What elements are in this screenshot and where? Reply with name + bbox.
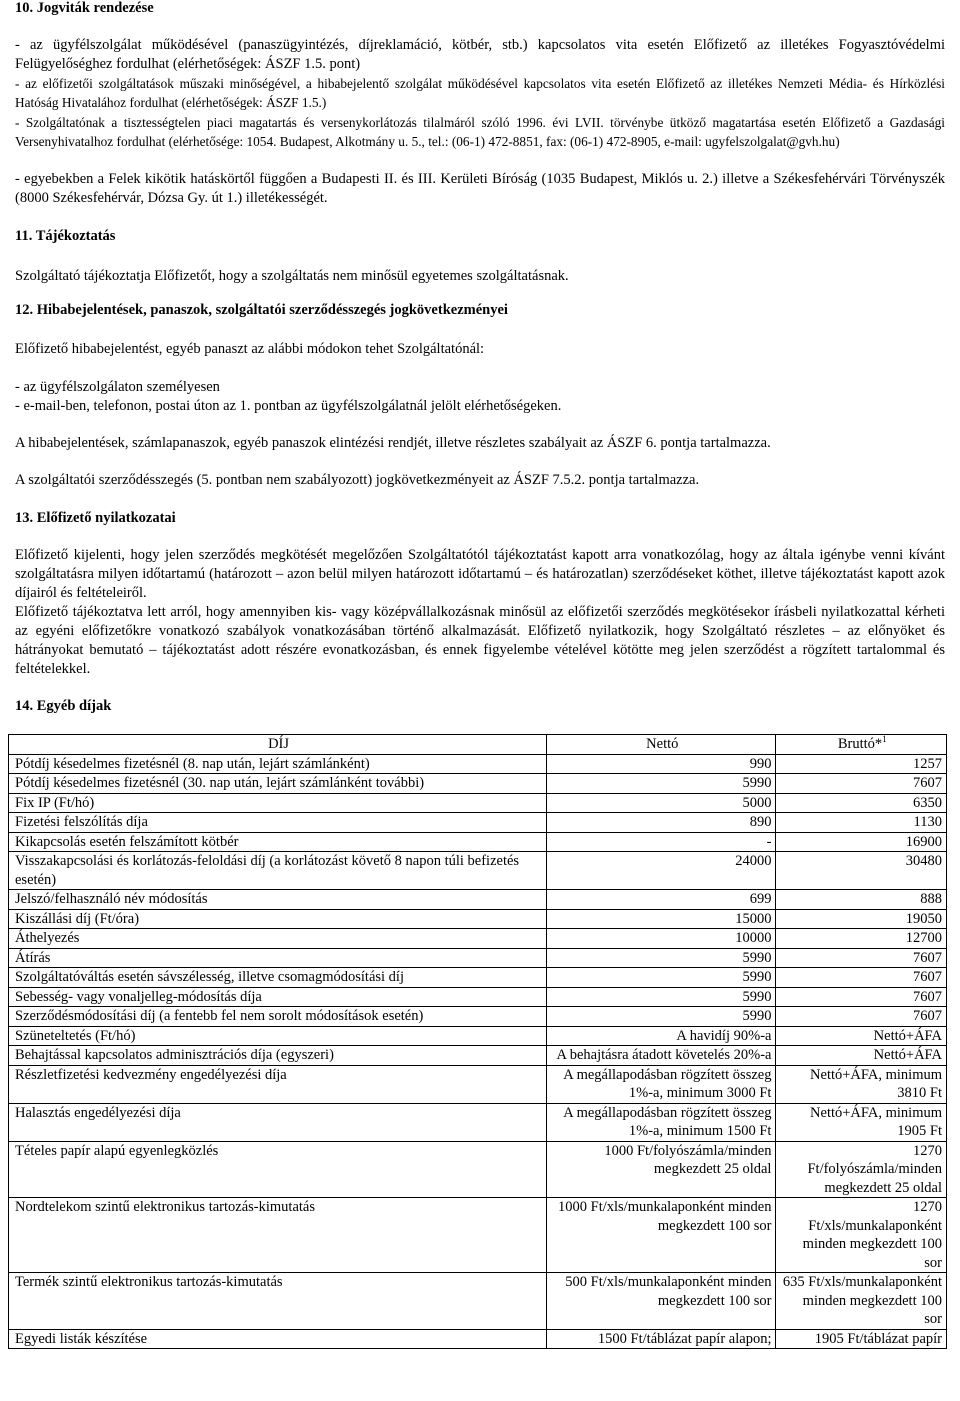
table-row <box>9 948 947 968</box>
fee-name-cell: Szüneteltetés (Ft/hó) <box>9 1026 547 1046</box>
table-row <box>9 1026 947 1046</box>
gross-cell: 7607 <box>776 987 947 1007</box>
section-12-text: A szolgáltatói szerződésszegés (5. pontban nem szabályozott) jogkövetkezményeit az ÁSZF 7.5.2. pontja tartalmazza. <box>15 472 700 488</box>
fee-name-cell: Pótdíj késedelmes fizetésnél (30. nap után, lejárt számlánként további) <box>9 774 547 794</box>
net-cell: 15000 <box>547 909 776 929</box>
fee-name-cell: Kikapcsolás esetén felszámított kötbér <box>9 832 547 852</box>
net-cell: 890 <box>547 813 776 833</box>
net-cell: 1000 Ft/xls/munkalaponként minden megkezdett 100 sor <box>547 1198 776 1273</box>
table-row <box>9 1198 947 1273</box>
fee-name-cell: Halasztás engedélyezési díja <box>9 1103 547 1141</box>
gross-cell: 1270 Ft/xls/munkalaponként minden megkezdett 100 sor <box>776 1198 947 1273</box>
table-row <box>9 813 947 833</box>
table-row <box>9 1103 947 1141</box>
net-cell: A megállapodásban rögzített összeg 1%-a, minimum 3000 Ft <box>547 1065 776 1103</box>
section-12-list-item: - az ügyfélszolgálaton személyesen <box>15 379 220 395</box>
gross-cell: Nettó+ÁFA, minimum 1905 Ft <box>776 1103 947 1141</box>
gross-cell: 635 Ft/xls/munkalaponként minden megkezdett 100 sor <box>776 1273 947 1330</box>
net-cell: 10000 <box>547 929 776 949</box>
table-row <box>9 1273 947 1330</box>
section-13-title: 13. Előfizető nyilatkozatai <box>15 510 176 526</box>
header-dij: DÍJ <box>9 735 547 755</box>
gross-cell: 7607 <box>776 948 947 968</box>
section-12-text: A hibabejelentések, számlapanaszok, egyéb panaszok elintézési rendjét, illetve részletes szabályait az ÁSZF 6. pontja tartalmazza. <box>15 435 771 451</box>
fee-name-cell: Egyedi listák készítése <box>9 1329 547 1349</box>
section-10-item-1: - az ügyfélszolgálat működésével (panaszügyintézés, díjreklamáció, kötbér, stb.) kapcsolatos vita esetén Előfizető az illetékes Fogyasztóvédelmi Felügyelőséghez fordulhat (elérhetőségek: ÁSZF 1.5. pont) <box>15 37 945 72</box>
section-12-list-item: - e-mail-ben, telefonon, postai úton az 1. pontban az ügyfélszolgálatnál jelölt elérhetőségeken. <box>15 398 562 414</box>
net-cell: 1000 Ft/folyószámla/minden megkezdett 25 oldal <box>547 1141 776 1198</box>
section-10-item-4: - egyebekben a Felek kikötik hatáskörtől függően a Budapesti II. és III. Kerületi Bíróság (1035 Budapest, Miklós u. 2.) illetve a Székesfehérvári Törvényszék (8000 Székesfehérvár, Dózsa Gy. út 1.) illetékességét. <box>15 171 945 206</box>
net-cell: 5000 <box>547 793 776 813</box>
section-13-para-1: Előfizető kijelenti, hogy jelen szerződés megkötését megelőzően Szolgáltatótól tájékoztatást kapott arra vonatkozólag, hogy az általa igénybe venni kívánt szolgáltatásra milyen időtartamú (határozott – azon belül milyen határozott időtartamú – és határozatlan) szerződéseket köthet, illetve tájékoztatást kapott azok díjairól és feltételeiről. <box>15 547 945 601</box>
table-row <box>9 1329 947 1349</box>
table-row <box>9 793 947 813</box>
table-row <box>9 987 947 1007</box>
section-10-item-3: - Szolgáltatónak a tisztességtelen piaci magatartás és versenykorlátozás tilalmáról szóló 1996. évi LVII. törvénybe ütköző magatartása esetén Előfizető a Gazdasági Versenyhivatalhoz fordulhat (elérhetősége: 1054. Budapest, Alkotmány u. 5., tel.: (06-1) 472-8851, fax: (06-1) 472-8905, e-mail: ugyfelszolgalat@gvh.hu) <box>15 115 945 149</box>
net-cell: 5990 <box>547 968 776 988</box>
table-row <box>9 909 947 929</box>
table-header-row <box>9 735 947 755</box>
header-brutto: Bruttó*$^1$ <box>776 735 947 755</box>
fee-name-cell: Behajtással kapcsolatos adminisztrációs díja (egyszeri) <box>9 1046 547 1066</box>
net-cell: 5990 <box>547 774 776 794</box>
net-cell: 699 <box>547 890 776 910</box>
section-10-item-2: - az előfizetői szolgáltatások műszaki minőségével, a hibabejelentő szolgálat működésével kapcsolatos vita esetén Előfizető az illetékes Nemzeti Média- és Hírközlési Hatóság Hivatalához fordulhat (elérhetőségek: ÁSZF 1.5.) <box>15 76 945 110</box>
net-cell: 5990 <box>547 948 776 968</box>
gross-cell: 16900 <box>776 832 947 852</box>
net-cell: 24000 <box>547 852 776 890</box>
gross-cell: 7607 <box>776 968 947 988</box>
gross-cell: 30480 <box>776 852 947 890</box>
gross-cell: 7607 <box>776 774 947 794</box>
section-11-text: Szolgáltató tájékoztatja Előfizetőt, hogy a szolgáltatás nem minősül egyetemes szolgáltatásnak. <box>15 268 569 284</box>
footnote-marker: 1 <box>882 734 887 745</box>
net-cell: A megállapodásban rögzített összeg 1%-a, minimum 1500 Ft <box>547 1103 776 1141</box>
table-row <box>9 890 947 910</box>
fee-name-cell: Szolgáltatóváltás esetén sávszélesség, illetve csomagmódosítási díj <box>9 968 547 988</box>
table-row <box>9 754 947 774</box>
fee-name-cell: Fix IP (Ft/hó) <box>9 793 547 813</box>
net-cell: A havidíj 90%-a <box>547 1026 776 1046</box>
fee-name-cell: Pótdíj késedelmes fizetésnél (8. nap után, lejárt számlánként) <box>9 754 547 774</box>
gross-cell: 888 <box>776 890 947 910</box>
table-row <box>9 774 947 794</box>
fee-name-cell: Sebesség- vagy vonaljelleg-módosítás díja <box>9 987 547 1007</box>
gross-cell: Nettó+ÁFA <box>776 1046 947 1066</box>
section-12-intro: Előfizető hibabejelentést, egyéb panaszt az alábbi módokon tehet Szolgáltatónál: <box>15 341 485 357</box>
section-11-title: 11. Tájékoztatás <box>15 228 116 244</box>
section-13-para-2: Előfizető tájékoztatva lett arról, hogy amennyiben kis- vagy középvállalkozásnak minősül az előfizetői szerződés megkötésekor írásbeli nyilatkozattal kérheti az egyéni előfizetőkre vonatkozó szabályok vonatkozásában történő alkalmazását. Előfizető nyilatkozik, hogy Szolgáltató részletes – az előnyöket és hátrányokat bemutató – tájékoztatást adott részére evonatkozásban, és ennek figyelembe vételével kötötte meg jelen szerződést a rögzített tartalommal és feltételekkel. <box>15 604 945 677</box>
section-10-title: 10. Jogviták rendezése <box>15 0 154 16</box>
gross-cell: Nettó+ÁFA <box>776 1026 947 1046</box>
header-netto: Nettó <box>547 735 776 755</box>
table-row <box>9 1141 947 1198</box>
gross-cell: 7607 <box>776 1007 947 1027</box>
net-cell: 500 Ft/xls/munkalaponként minden megkezdett 100 sor <box>547 1273 776 1330</box>
fee-name-cell: Részletfizetési kedvezmény engedélyezési díja <box>9 1065 547 1103</box>
gross-cell: 1257 <box>776 754 947 774</box>
table-row <box>9 1046 947 1066</box>
fee-name-cell: Átírás <box>9 948 547 968</box>
table-row <box>9 968 947 988</box>
net-cell: - <box>547 832 776 852</box>
table-row <box>9 1065 947 1103</box>
fee-name-cell: Jelszó/felhasználó név módosítás <box>9 890 547 910</box>
fee-name-cell: Tételes papír alapú egyenlegközlés <box>9 1141 547 1198</box>
gross-cell: 12700 <box>776 929 947 949</box>
net-cell: A behajtásra átadott követelés 20%-a <box>547 1046 776 1066</box>
section-14-title: 14. Egyéb díjak <box>15 698 112 714</box>
net-cell: 5990 <box>547 987 776 1007</box>
fee-name-cell: Fizetési felszólítás díja <box>9 813 547 833</box>
fees-table <box>8 734 947 1349</box>
table-row <box>9 929 947 949</box>
table-row <box>9 852 947 890</box>
net-cell: 990 <box>547 754 776 774</box>
gross-cell: 19050 <box>776 909 947 929</box>
fee-name-cell: Termék szintű elektronikus tartozás-kimutatás <box>9 1273 547 1330</box>
gross-cell: 1905 Ft/táblázat papír <box>776 1329 947 1349</box>
fee-name-cell: Visszakapcsolási és korlátozás-feloldási díj (a korlátozást követő 8 napon túli befizetés esetén) <box>9 852 547 890</box>
net-cell: 1500 Ft/táblázat papír alapon; <box>547 1329 776 1349</box>
gross-cell: 1270 Ft/folyószámla/minden megkezdett 25 oldal <box>776 1141 947 1198</box>
fee-name-cell: Szerződésmódosítási díj (a fentebb fel nem sorolt módosítások esetén) <box>9 1007 547 1027</box>
net-cell: 5990 <box>547 1007 776 1027</box>
table-row <box>9 832 947 852</box>
table-row <box>9 1007 947 1027</box>
section-12-title: 12. Hibabejelentések, panaszok, szolgáltatói szerződésszegés jogkövetkezményei <box>15 302 508 318</box>
fee-name-cell: Kiszállási díj (Ft/óra) <box>9 909 547 929</box>
gross-cell: 6350 <box>776 793 947 813</box>
fee-name-cell: Nordtelekom szintű elektronikus tartozás-kimutatás <box>9 1198 547 1273</box>
gross-cell: 1130 <box>776 813 947 833</box>
gross-cell: Nettó+ÁFA, minimum 3810 Ft <box>776 1065 947 1103</box>
fee-name-cell: Áthelyezés <box>9 929 547 949</box>
